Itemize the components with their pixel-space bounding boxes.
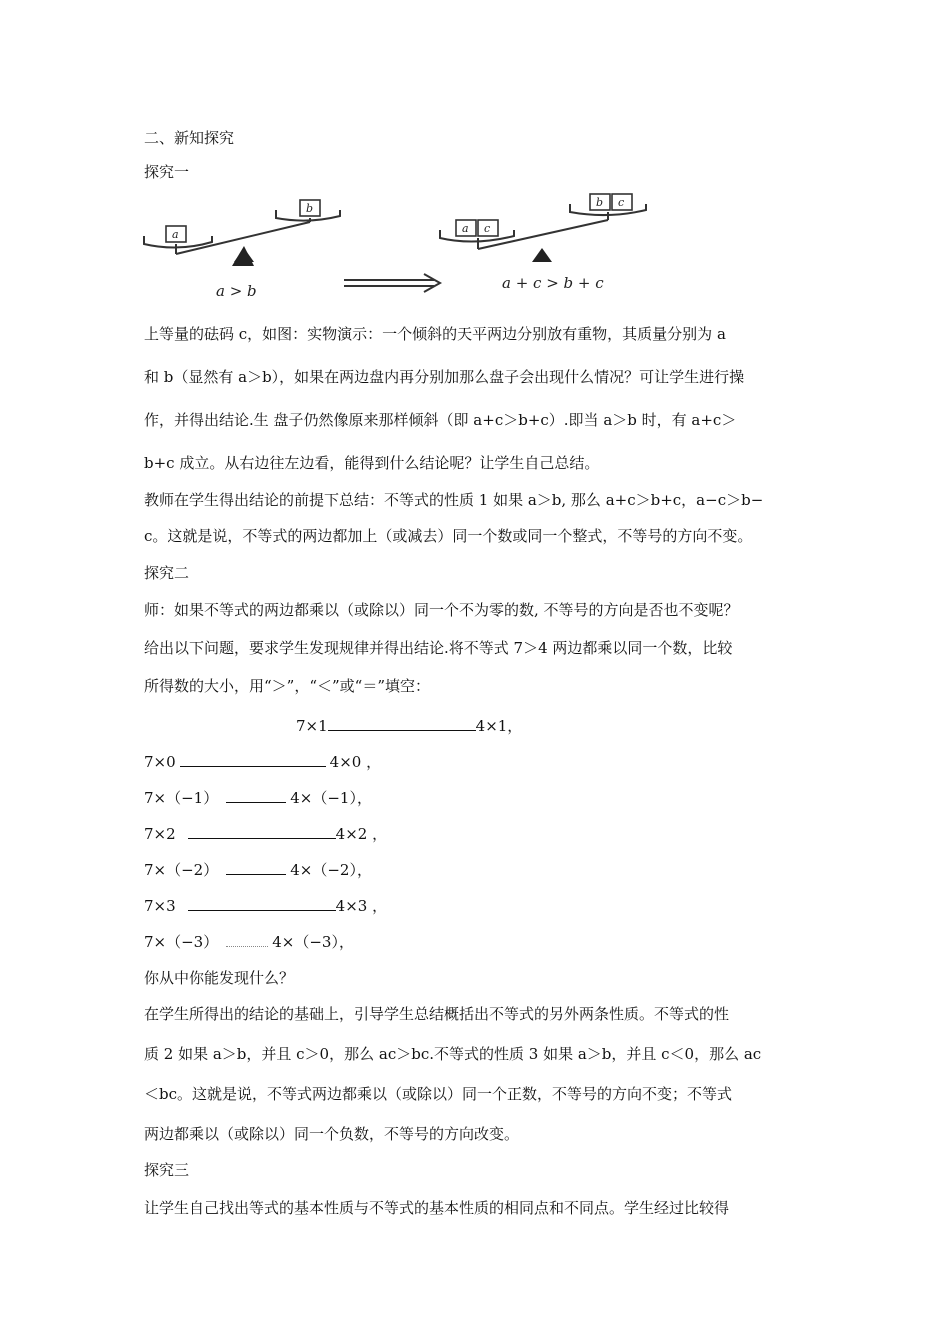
weight-c-right-left-pan: c [484,222,491,235]
explore1-line-1: 上等量的砝码 c，如图：实物演示：一个倾斜的天平两边分别放有重物，其质量分别为 a [144,325,726,343]
explore1-line-2: 和 b（显然有 a＞b），如果在两边盘内再分别加那么盘子会出现什么情况？可让学生进行操 [144,368,745,386]
exercise-row [144,752,381,772]
explore1-line-4: b+c 成立。从右边往左边看，能得到什么结论呢？让学生自己总结。 [144,454,600,472]
exercise-left: 7×3 [144,897,176,915]
weight-a-right: a [462,222,469,235]
explore2-summary-4: 两边都乘以（或除以）同一个负数，不等号的方向改变。 [144,1125,520,1143]
exercise-right: 4×（−3）， [272,933,354,951]
explore2-summary-2: 质 2 如果 a＞b，并且 c＞0，那么 ac＞bc.不等式的性质 3 如果 a＞b，并且 c＜0，那么 ac [144,1045,762,1063]
section-title: 二、新知探究 [144,129,235,147]
exercise-row [144,860,372,880]
explore1-heading: 探究一 [144,163,190,181]
right-caption: a + c > b + c [502,274,604,292]
exercise-left: 7×（−2） [144,861,219,879]
explore2-line-3: 所得数的大小，用“＞”，“＜”或“＝”填空： [144,677,431,695]
balance-scale-figure [138,192,654,310]
explore2-line-1: 师：如果不等式的两边都乘以（或除以）同一个不为零的数, 不等号的方向是否也不变呢？ [144,601,739,619]
exercise-right: 4×（−2）， [290,861,372,879]
explore2-summary-1: 在学生所得出的结论的基础上，引导学生总结概括出不等式的另外两条性质。不等式的性 [144,1005,730,1023]
explore3-line-1: 让学生自己找出等式的基本性质与不等式的基本性质的相同点和不同点。学生经过比较得 [144,1199,730,1217]
weight-b-left: b [306,202,314,215]
exercise-left: 7×0 [144,753,176,771]
explore1-line-3: 作，并得出结论.生 盘子仍然像原来那样倾斜（即 a+c＞b+c）.即当 a＞b 时，有 a+c＞ [144,411,737,429]
weight-c-right-right-pan: c [618,196,625,209]
exercise-right: 4×（−1）， [290,789,372,807]
answer-blank[interactable] [180,752,326,767]
exercise-right: 4×3 ， [335,897,388,915]
answer-blank[interactable] [226,932,268,947]
exercise-row [144,788,372,808]
exercise-row [296,716,522,736]
answer-blank[interactable] [328,716,476,731]
explore2-heading: 探究二 [144,564,190,582]
explore1-line-5: 教师在学生得出结论的前提下总结：不等式的性质 1 如果 a＞b, 那么 a+c＞b+c，a−c＞b− [144,491,764,509]
weight-a-left: a [172,228,179,241]
exercise-row [144,896,387,916]
right-pivot [532,248,552,262]
explore2-summary-3: ＜bc。这就是说，不等式两边都乘以（或除以）同一个正数，不等号的方向不变；不等式 [144,1085,733,1103]
exercise-row [144,824,387,844]
exercise-left: 7×（−1） [144,789,219,807]
weight-b-right: b [596,196,604,209]
exercise-right: 4×0 ， [329,753,382,771]
exercise-right: 4×1， [475,717,523,735]
answer-blank[interactable] [188,824,336,839]
exercise-left: 7×1 [296,717,328,735]
explore2-question: 你从中你能发现什么？ [144,969,295,987]
explore1-line-6: c。这就是说，不等式的两边都加上（或减去）同一个数或同一个整式，不等号的方向不变。 [144,527,753,545]
exercise-row [144,932,354,952]
answer-blank[interactable] [188,896,336,911]
exercise-left: 7×2 [144,825,176,843]
answer-blank[interactable] [226,860,286,875]
answer-blank[interactable] [226,788,286,803]
exercise-left: 7×（−3） [144,933,219,951]
left-caption: a > b [216,282,257,300]
explore2-line-2: 给出以下问题，要求学生发现规律并得出结论.将不等式 7＞4 两边都乘以同一个数，比较 [144,639,733,657]
explore3-heading: 探究三 [144,1161,190,1179]
exercise-right: 4×2 ， [335,825,388,843]
